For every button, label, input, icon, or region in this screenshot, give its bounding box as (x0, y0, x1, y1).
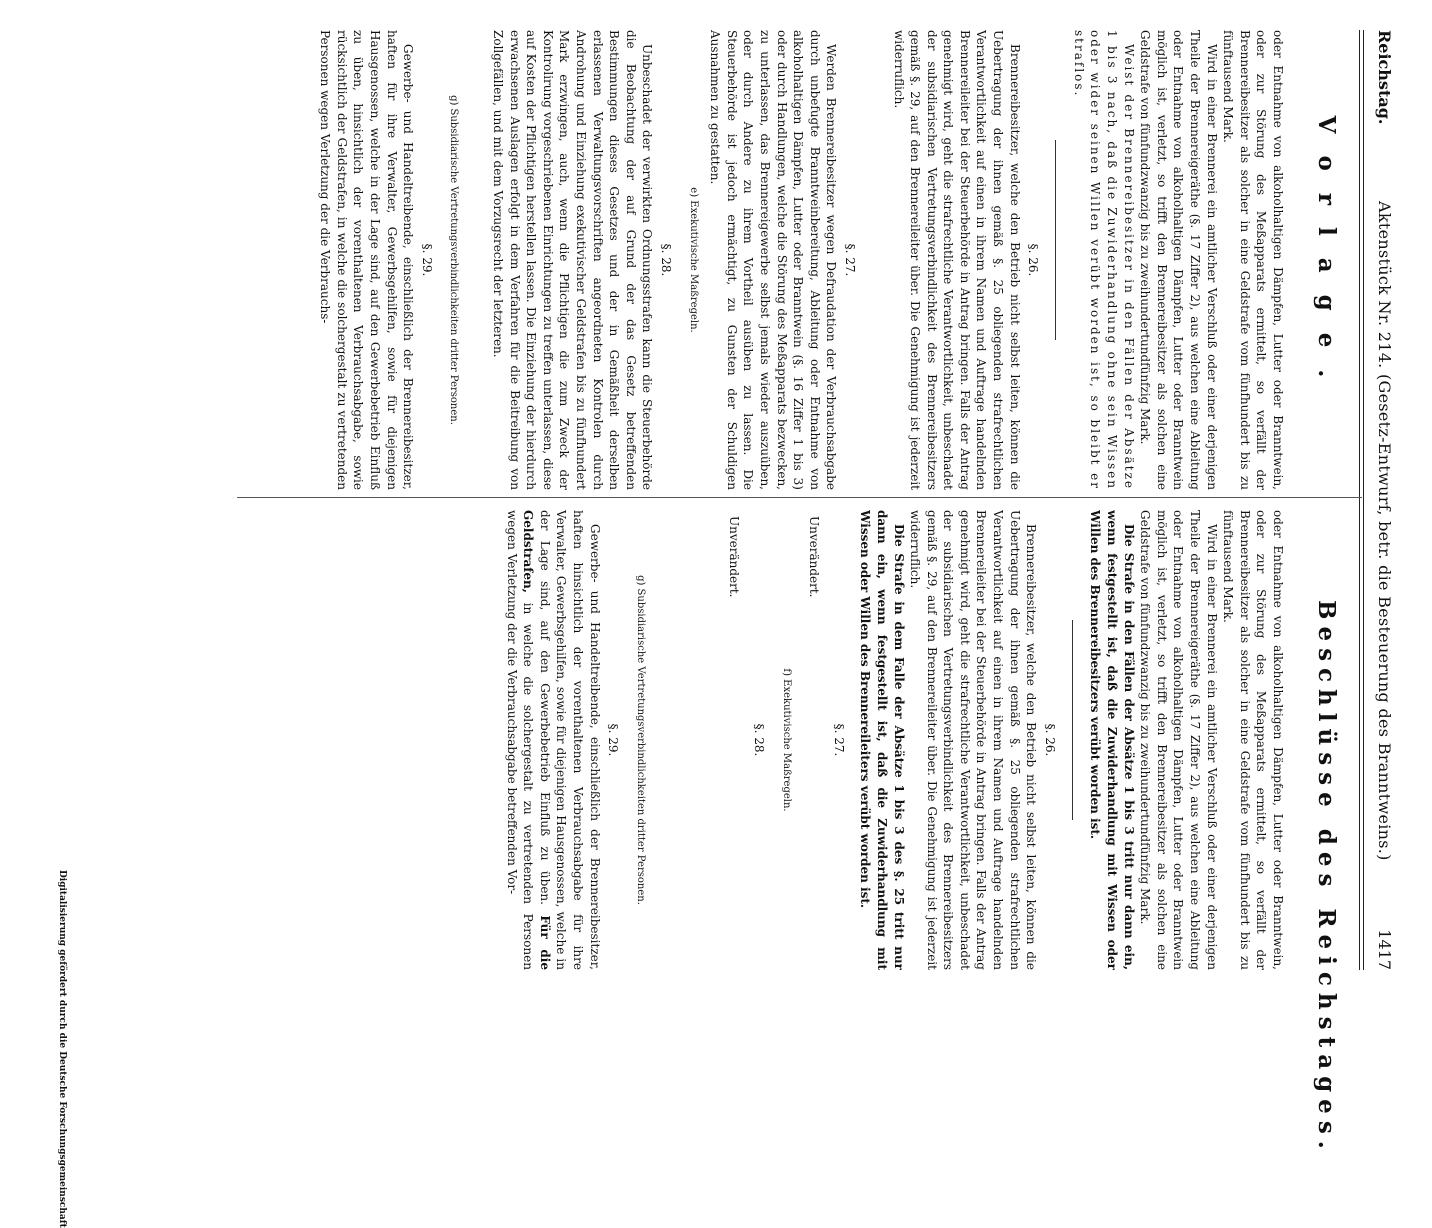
section-heading: §. 26. (1042, 723, 1057, 757)
paragraph (503, 510, 603, 970)
paragraph: Wird in einer Brennerei ein amtlicher Verschluß oder einer derjenigen Theile der Brennereigeräthe (§. 17 Ziffer 2), aus welchen eine Ableitung oder Entnahme von alkoholhaltigen Dämpfen, Lutter oder Branntwein möglich ist, verletzt, so trifft den Brennereibesitzer als solchen eine Geldstrafe von fünfundzwanzig bis zu zweihundertundfünfzig Mark. (1138, 510, 1219, 970)
paragraph-amended: Die Strafe in den Fällen der Absätze 1 bis 3 tritt nur dann ein, wenn festgestellt ist, daß die Zuwiderhandlung mit Wissen oder Willen des Brennereibesitzers verübt worden ist. (1088, 510, 1136, 970)
section-rule (1055, 140, 1056, 340)
column-divider (237, 497, 1362, 498)
header-rule (1363, 30, 1364, 970)
paragraph-text: in welche die solchergestalt zu vertretenden Personen wegen Verletzung der die Verbrauchsabgabe betreffenden Vor- (504, 510, 536, 970)
running-header (1368, 30, 1394, 970)
page-number: 1417 (1375, 929, 1394, 970)
spacer (654, 510, 714, 970)
paragraph-amended-text: Für die Geldstrafen, (521, 510, 552, 970)
subsection-heading: g) Subsidiarische Vertretungsverbindlichkeiten dritter Personen. (634, 575, 646, 905)
header-center: Aktenstück Nr. 214. (Gesetz-Entwurf, betr. die Besteuerung des Branntweins.) (1375, 201, 1394, 861)
left-column (76, 30, 1286, 490)
subsection-heading: g) Subsidiarische Vertretungsverbindlichkeiten dritter Personen. (448, 95, 460, 425)
section-heading: §. 29. (419, 243, 434, 277)
paragraph: Werden Brennereibesitzer wegen Defraudation der Verbrauchsabgabe durch unbefugte Branntweinbereitung, Ableitung oder Entnahme von alkoholhaltigen Dämpfen, Lutter oder Branntwein (§. 16 Ziffer 1 bis 3) oder durch Handlungen, welche die Störung des Meßapparats bezwecken, zu unterlassen, das Brennereigewerbe selbst jemals wieder auszuüben, oder durch Andere zu ihrem Vortheil ausüben zu lassen. Die Steuerbehörde ist jedoch ermächtigt, zu Gunsten der Schuldigen Ausnahmen zu gestatten. (708, 30, 839, 490)
section-heading: §. 27. (842, 243, 857, 277)
section-heading: §. 26. (1026, 243, 1041, 277)
paragraph: Gewerbe- und Handeltreibende, einschließlich der Brennereibesitzer, haften für ihre Verwalter, Gewerbsgehilfen, sowie für diejenigen Hausgenossen, welche in der Lage sind, auf den Gewerbebetrieb Einfluß zu üben, hinsichtlich der vorenthaltenen Verbrauchsabgabe, sowie rücksichtlich der Geldstrafen, in welche die solchergestalt zu vertretenden Personen wegen Verletzung der die Verbrauchs- (318, 30, 416, 490)
section-heading: §. 27. (831, 723, 846, 757)
spacer (467, 30, 489, 490)
spacer (868, 30, 890, 490)
subsection-heading: f) Exekutivische Maßregeln. (780, 668, 792, 812)
unchanged-note: Unverändert. (727, 516, 742, 598)
header-left: Reichstag. (1375, 30, 1394, 125)
subsection-heading: e) Exekutivische Maßregeln. (687, 187, 699, 333)
paragraph: Brennereibesitzer, welche den Betrieb nicht selbst leiten, können die Uebertragung der ihnen gemäß §. 25 obliegenden strafrechtlichen Verantwortlichkeit auf einen in ihrem Namen und Auftrage handelnden Brennereileiter bei der Steuerbehörde in Antrag bringen. Falls der Antrag genehmigt wird, geht die strafrechtliche Verantwortlichkeit, unbeschadet der subsidiarischen Vertretungsverbindlichkeit des Brennereibesitzers gemäß §. 29, auf den Brennereileiter über. Die Genehmigung ist jederzeit widerruflich. (891, 30, 1022, 490)
section-rule (1072, 620, 1073, 820)
header-rule-second (1359, 30, 1360, 970)
digitization-credit: Digitalisierung gefördert durch die Deutsche Forschungsgemeinschaft (57, 870, 67, 1228)
section-heading: §. 29. (606, 723, 621, 757)
paragraph: Wird in einer Brennerei ein amtlicher Verschluß oder einer derjenigen Theile der Brennereigeräthe (§. 17 Ziffer 2), aus welchen eine Ableitung oder Entnahme von alkoholhaltigen Dämpfen, Lutter oder Branntwein möglich ist, verletzt, so trifft den Brennereibesitzer als solchen eine Geldstrafe von fünfundzwanzig bis zu zweihundertundfünfzig Mark. (1138, 30, 1219, 490)
paragraph: oder Entnahme von alkoholhaltigen Dämpfen, Lutter oder Branntwein, oder zur Störung des Meßapparats ermittelt, so verfällt der Brennereibesitzer als solcher in eine Geldstrafe vom fünfhundert bis zu fünftausend Mark. (1221, 30, 1285, 490)
paragraph: oder Entnahme von alkoholhaltigen Dämpfen, Lutter oder Branntwein, oder zur Störung des Meßapparats ermittelt, so verfällt der Brennereibesitzer als solcher in eine Geldstrafe vom fünfhundert bis zu fünftausend Mark. (1221, 510, 1285, 970)
section-heading: §. 28. (659, 243, 673, 277)
paragraph: Weist der Brennereibesitzer in den Fällen der Absätze 1 bis 3 nach, daß die Zuwiderhandlung ohne sein Wissen oder wider seinen Willen verübt worden ist, so bleibt er straflos. (1071, 30, 1136, 490)
paragraph: Brennereibesitzer, welche den Betrieb nicht selbst leiten, können die Uebertragung der ihnen gemäß §. 25 obliegenden strafrechtlichen Verantwortlichkeit auf einen in ihrem Namen und Auftrage handelnden Brennereileiter bei der Steuerbehörde in Antrag bringen. Falls der Antrag genehmigt wird, geht die strafrechtliche Verantwortlichkeit, unbeschadet der subsidiarischen Vertretungsverbindlichkeit des Brennereibesitzers gemäß §. 29, auf den Brennereileiter über. Die Genehmigung ist jederzeit widerruflich. (908, 510, 1039, 970)
paragraph: Unbeschadet der verwirkten Ordnungsstrafen kann die Steuerbehörde die Beobachtung der auf Grund der das Gesetz betreffenden Bestimmungen dieses Gesetzes und der in Gemäßheit derselben erlassenen Verwaltungsvorschriften angeordneten Kontrolen durch Androhung und Einziehung exekutivischer Geldstrafen bis zu fünfhundert Mark erzwingen, auch, wenn die Pflichtigen die zum Zweck der Kontrolirung vorgeschriebenen Einrichtungen zu treffen unterlassen, diese auf Kosten der Pflichtigen herstellen lassen. Die Einziehung der hierdurch erwachsenen Auslagen erfolgt in dem Verfahren für die Beitreibung von Zollgefällen, und mit dem Vorzugsrecht der letzteren. (491, 30, 655, 490)
unchanged-note: Unverändert. (807, 516, 822, 598)
section-heading: §. 28. (751, 723, 766, 757)
paragraph-amended: Die Strafe in dem Falle der Absätze 1 bis 3 des §. 25 tritt nur dann ein, wenn festgestellt ist, daß die Zuwiderhandlung mit Wissen oder Willen des Brennereileiters verübt worden ist. (858, 510, 906, 970)
right-column (76, 510, 1286, 970)
title-vorlage: V o r l a g e . (1313, 115, 1340, 385)
title-beschluesse: Beschlüsse des Reichstages. (1313, 600, 1340, 1156)
paragraph-text: Gewerbe- und Handeltreibende, einschließlich der Brennereibesitzer, haften hinsichtlich der vorenthaltenen Verbrauchsabgabe für ihre Verwalter, Gewerbsgehilfen, sowie für diejenigen Hausgenossen, welche in der Lage sind, auf den Gewerbebetrieb Einfluß zu üben. (537, 510, 602, 970)
